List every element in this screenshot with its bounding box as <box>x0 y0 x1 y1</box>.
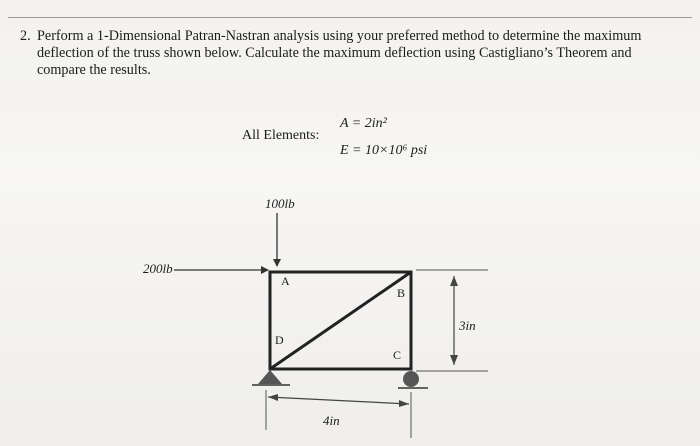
vertical-load-label: 100lb <box>265 196 295 211</box>
problem-number: 2. <box>20 28 31 44</box>
node-b-label: B <box>397 286 406 300</box>
node-d-label: D <box>275 333 284 347</box>
roller-support <box>403 371 419 387</box>
height-dimension-label: 3in <box>459 318 476 333</box>
problem-line-3: compare the results. <box>37 62 151 78</box>
width-dimension-label: 4in <box>323 413 340 428</box>
area-value: A = 2in² <box>340 116 387 131</box>
diagonal-member <box>270 272 411 369</box>
node-a-label: A <box>281 274 290 288</box>
problem-line-1: Perform a 1-Dimensional Patran-Nastran analysis using your preferred method to determine the maximum <box>37 28 642 44</box>
all-elements-label: All Elements: <box>242 128 320 143</box>
node-c-label: C <box>393 348 402 362</box>
modulus-value: E = 10×10⁶ psi <box>340 143 428 158</box>
horizontal-load-label: 200lb <box>143 261 173 276</box>
problem-line-2: deflection of the truss shown below. Calculate the maximum deflection using Castigliano’s Theorem and <box>37 45 632 61</box>
pin-support <box>258 370 282 384</box>
width-dimension-line <box>268 397 409 404</box>
